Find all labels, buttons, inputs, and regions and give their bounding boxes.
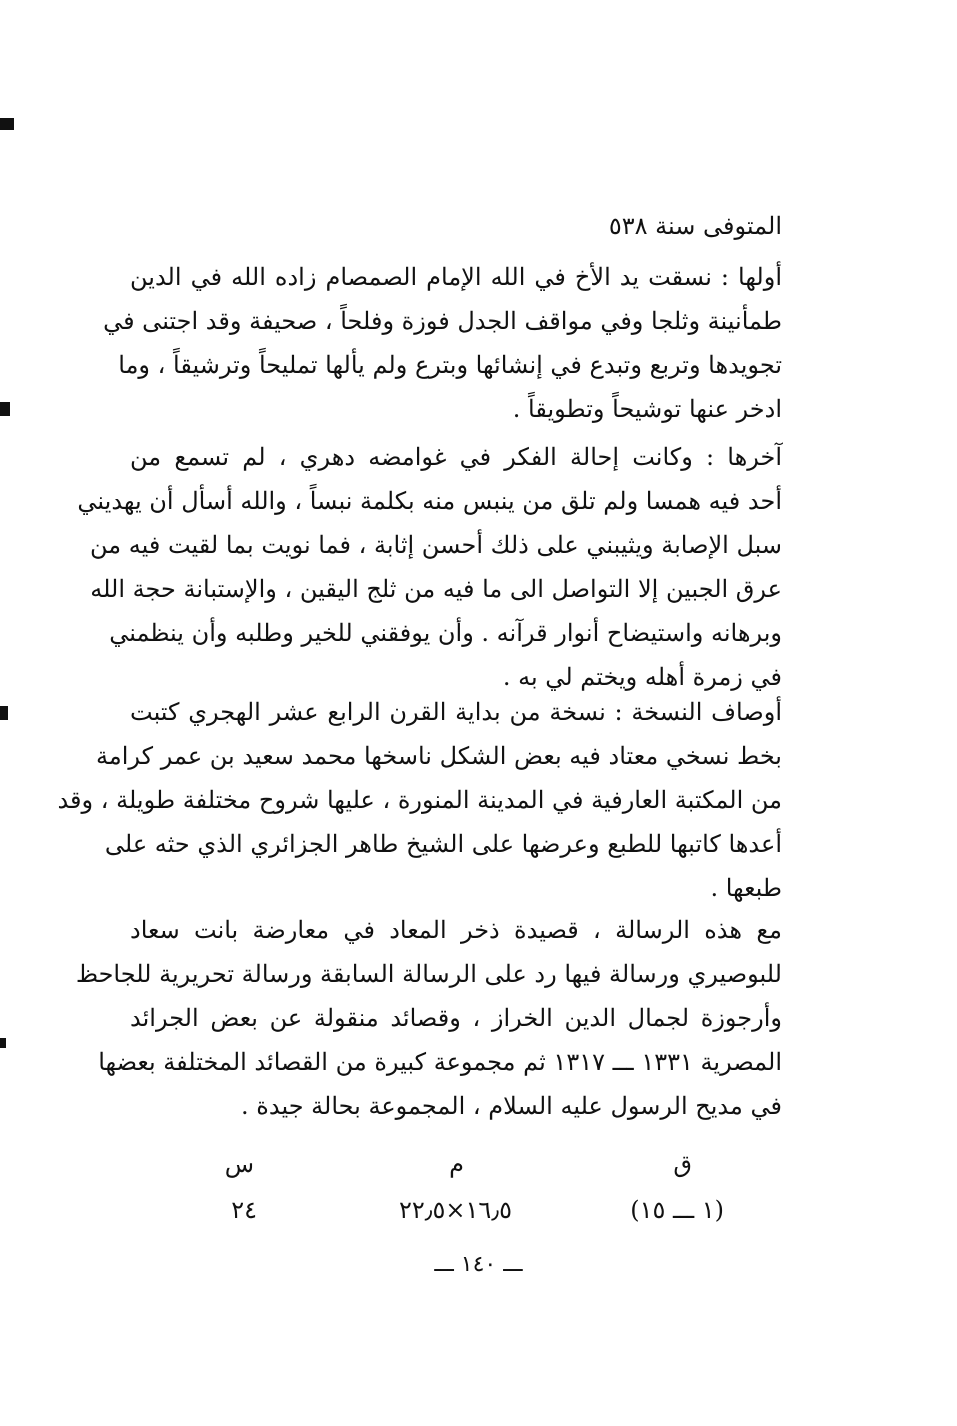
scan-mark-1 (0, 118, 14, 130)
paragraph-contents (75, 908, 782, 1128)
paragraph-incipit (103, 255, 782, 431)
text-line: وأرجوزة لجمال الدين الخراز ، وقصائد منقولة عن بعض الجرائد (130, 1004, 782, 1032)
text-line: أعدها كاتبها للطبع وعرضها على الشيخ طاهر الجزائري الذي حثه على (104, 830, 782, 858)
text-line: أوصاف النسخة : نسخة من بداية القرن الرابع عشر الهجري كتبت (130, 698, 782, 726)
text-line: من المكتبة العارفية في المدينة المنورة ، عليها شروح مختلفة طويلة ، وقد (57, 786, 782, 814)
info-values-row (130, 1196, 782, 1230)
scan-mark-4 (0, 1038, 6, 1048)
page-heading: المتوفى سنة ٥٣٨ (608, 212, 782, 240)
text-line: آخرها : وكانت إحالة الفكر في غوامضه دهري ، لم تسمع من (130, 443, 782, 471)
text-line: عرق الجبين إلا التواصل الى ما فيه من ثلج اليقين ، والإستبانة حجة الله (90, 575, 782, 603)
scan-mark-3 (0, 706, 8, 720)
info-header-m: م (449, 1150, 464, 1178)
text-line: أولها : نسقت يد الأخ في الله الإمام الصمصام زاده الله في الدين (130, 263, 782, 291)
text-line: في زمرة أهله ويختم لي به . (502, 663, 782, 691)
text-line: سبل الإصابة ويثيبني على ذلك أحسن إثابة ، فما نويت بما لقيت فيه من (90, 531, 782, 559)
text-line: بخط نسخي معتاد فيه بعض الشكل ناسخها محمد سعيد بن عمر كرامة (96, 742, 782, 770)
scan-mark-2 (0, 402, 10, 416)
info-header-s: س (224, 1150, 254, 1178)
info-value-s: ٢٤ (231, 1196, 257, 1224)
info-value-m: ١٦٫٥×٢٢٫٥ (398, 1196, 512, 1224)
paragraph-explicit (77, 435, 782, 699)
text-line: أحد فيه همسا ولم تلق من ينبس منه بكلمة نبساً ، والله أسأل أن يهديني (77, 487, 782, 515)
text-line: للبوصيري ورسالة فيها رد على الرسالة السابقة ورسالة تحريرية للجاحظ (75, 960, 782, 988)
info-header-row (130, 1150, 782, 1184)
info-header-q: ق (673, 1150, 692, 1178)
text-line: طبعها . (710, 874, 782, 902)
text-line: في مديح الرسول عليه السلام ، المجموعة بحالة جيدة . (241, 1092, 782, 1120)
text-line: مع هذه الرسالة ، قصيدة ذخر المعاد في معارضة بانت سعاد (130, 916, 782, 944)
text-line: طمأنينة وثلجا وفي مواقف الجدل فوزة وفلحاً ، صحيفة وقد اجتنى في (103, 307, 782, 335)
page-number: ـــ ١٤٠ ـــ (434, 1252, 523, 1277)
text-line: وبرهانه واستيضاح أنوار قرآنه . وأن يوفقني للخير وطلبه وأن ينظمني (109, 619, 782, 647)
paragraph-manuscript-description (57, 690, 782, 910)
text-line: تجويدها وتربع وتبدع في إنشائها وبترع ولم يألها تمليحاً وترشيقاً ، وما (118, 351, 782, 379)
text-line: المصرية ١٣٣١ ـــ ١٣١٧ ثم مجموعة كبيرة من القصائد المختلفة بعضها (98, 1048, 782, 1076)
text-line: ادخر عنها توشيحاً وتطويقاً . (512, 395, 782, 423)
info-value-q: (١ ـــ ١٥) (630, 1196, 724, 1224)
